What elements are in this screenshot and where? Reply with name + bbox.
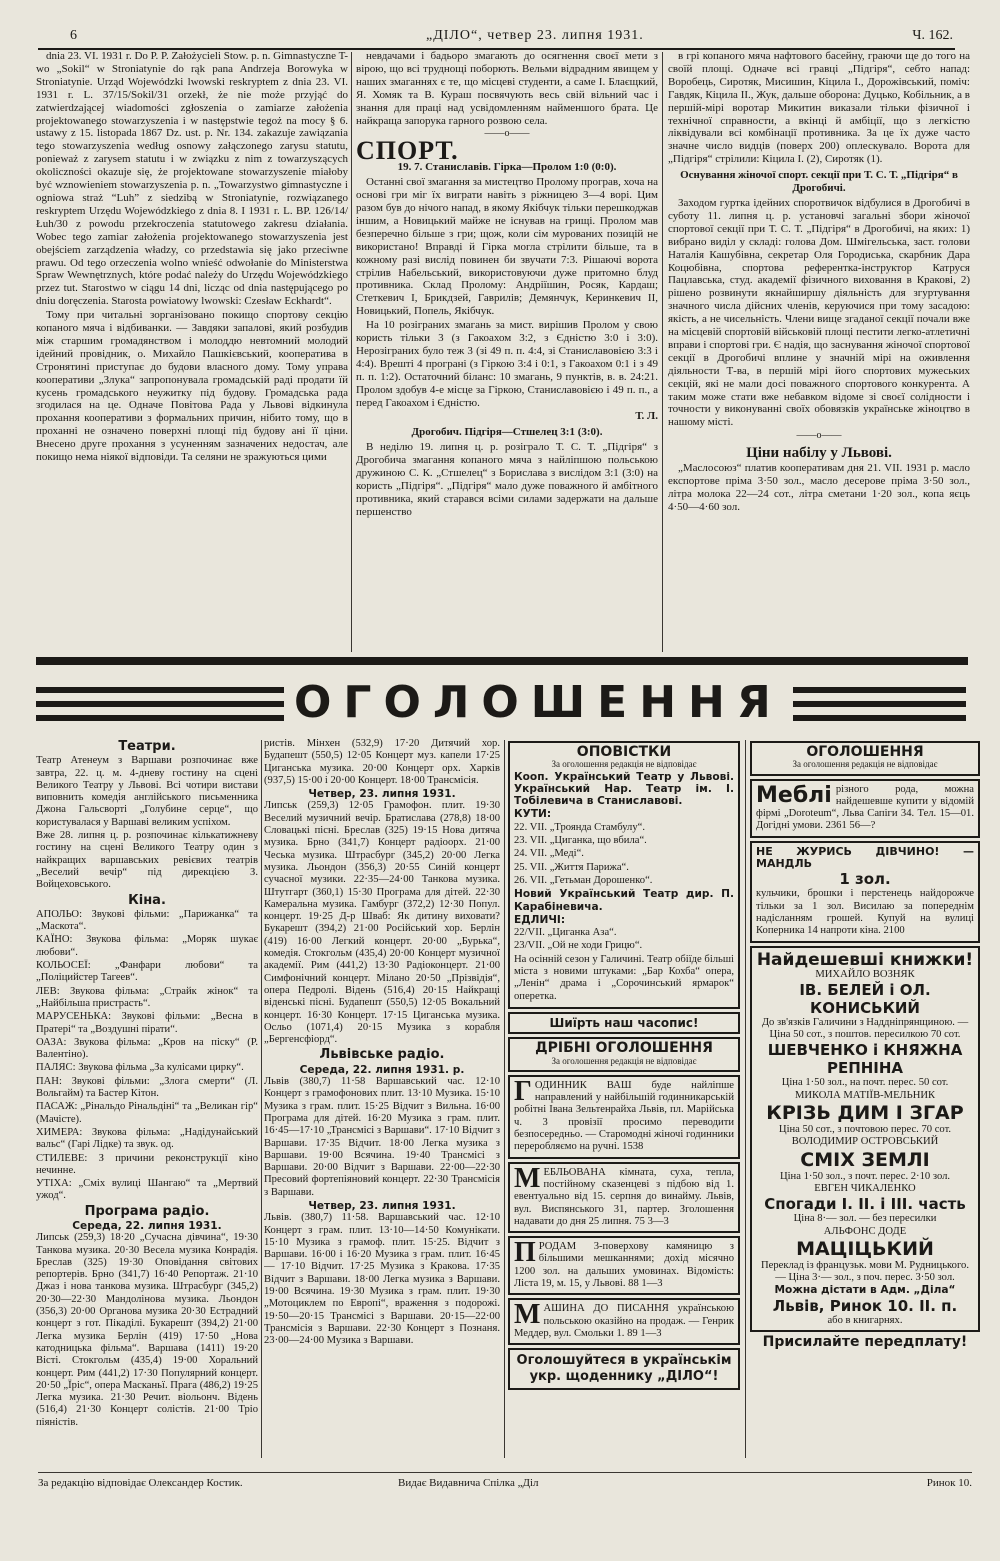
- drop-initial: М: [514, 1162, 541, 1194]
- article-column-3: [668, 50, 970, 653]
- performance-item: 26. VII. „Гетьман Дорошенко“.: [514, 874, 653, 886]
- book-title: ІВ. БЕЛЕЙ і ОЛ. КОНИСЬКИЙ: [799, 980, 931, 1017]
- drop-initial: П: [514, 1237, 536, 1269]
- jewelry-ad: [750, 841, 980, 943]
- book-title: ШЕВЧЕНКО і КНЯЖНА РЕПНІНА: [767, 1041, 963, 1078]
- radio-listing: Львів. (380,7) 11·58. Варшавський час. 12·10 Концерт з грам. плит. 13·10—14·50 Комунікати. 15·10 Музика з грамоф. плит. 15·25. Відчит з Варшави. 16·00 і 16·20 Музика з грам. плит. 16·45 — 17·10 Відчит. 17·25 Музика з Кракова. 17·35 Відчит з Варшави. 18·00 Легка музика з Варшави. 19·00 Всячина. 19·30 Музика з грам. плит. 19·30 „Мотоциклем по Европі“, враження з подорожі. 19·50—20·15 Трансмісі з Варшави. 20·15—22·00 Трансмісія з Варшави. 22·30 Концерт з Познаня. 23·00—24·00 Музика з Варшави.: [264, 1212, 500, 1347]
- radio-date: Четвер, 23. липня 1931.: [308, 788, 456, 801]
- issue-number: Ч. 162.: [912, 28, 953, 43]
- column-divider: [745, 740, 746, 1458]
- performance-item: 23/VII. „Ой не ходи Грицю“.: [514, 940, 643, 952]
- ads-disclaimer: За оголошення редакція не відповідає: [792, 759, 938, 770]
- radio-listing: Львів (380,7) 11·58 Варшавський час. 12·10 Концерт з грамофонових плит. 13·10 Музика. 15·10 Музика з грам. плит. 15·25 Відчит з Вильна. 16·00 Програма для дітей. 16·20 Музика з грам. плит. 16·45—17·10 „Трансмісі з Варшави“. 17·10 Відчит з Варшави. 17·35 Відчит. 18·00 Легка музика з Варшави. 19·00 Всячина. 19·40 Трансмісі з Варшави. 20·00 Відчит з Варшави. 22·00—22·30 Пресовий фортепіяновий концерт. 22·30 Трансмісія з Варшави.: [264, 1076, 500, 1198]
- tour-city: ЕДЛИЧІ:: [514, 913, 566, 926]
- theatre-company: Кооп. Український Театр у Львові. Український Нар. Театр ім. І. Тобілевича в Станиславові.: [514, 770, 734, 808]
- radio-date: Середа, 22. липня 1931.: [72, 1219, 222, 1232]
- notices-disclaimer: За оголошення редакція не відповідає: [551, 759, 697, 770]
- dairy-prices-text: „Маслосоюз“ платив кооперативам дня 21. VII. 1931 р. масло експортове пріма 3·50 зол., масло десерове пріма 3·50 зол., літра молока 22—24 сот., літра сметани 1·20 зол., копа яєць 4·50—4·60 зол.: [668, 462, 970, 513]
- women-section-text: Заходом гуртка ідейних споротвичок відбулися в Дрогобичі в суботу 11. липня ц. р. установчі загальні збори жіночої спортової секції при Т. С. Т. „Підгіря“ в Дрогобичі, на яких: 1) вибрано виділ у складі: голова Дом. Шмігельська, заст. голови Наталія Кашубівна, секретар Оля Городиська, скарбник Дара Коцюбівна, спортова референтка-інструктор Катруся Пацлавська, студ. академії фізичного виховання в Кракові, 2) рішено розвинути якнайширшу діяльність для згуртування значного числа дійсних членів, керуючися при тому засадою: якість, а не чисельність. Члени вище згаданої секції почали вже на місцевій спортовій військовій площі пестити легко-атлетичні вправи і спортові гри. Є надія, що заснування жіночої спортової секції в Дрогобичі вплине у значній мірі на оживлення діяльности Т-ва, в першій мірі його спортових мужеських секцій, які не мали досі поважного спортового конкурента. А таким може стати вже небавком відоме зі своєї солідности і точности у виконуванні своїх обовязків українське жіноцтво в нашому місті.: [668, 196, 970, 429]
- classified-ad: [508, 1236, 740, 1295]
- separator: ——o——: [796, 430, 842, 442]
- radio-date: Четвер, 23. липня 1931.: [308, 1199, 456, 1212]
- ads-title: ОГОЛОШЕННЯ: [806, 744, 924, 760]
- cinema-listing: МАРУСЕНЬКА: Звукові фільми: „Весна в Пратері“ та „Воздушні пірати“.: [36, 1011, 258, 1035]
- column-divider: [662, 52, 663, 652]
- column-divider: [504, 740, 505, 1458]
- book-author: ВОЛОДИМИР ОСТРОВСЬКИЙ: [791, 1136, 939, 1148]
- sport-section-title: СПОРТ.: [356, 136, 459, 166]
- jewelry-ad-title: НЕ ЖУРИСЬ ДІВЧИНО! — МАНДЛЬ: [756, 844, 974, 871]
- cinema-listing: ХИМЕРА: Звукова фільма: „Надідунайський вальс“ (Гарі Лідке) та звук. од.: [36, 1126, 258, 1151]
- performance-item: 22. VII. „Троянда Стамбулу“.: [514, 821, 645, 833]
- theatre-notice: Вже 28. липня ц. р. розпочинає кількатижневу гостину на сцені Великого Театру один з найкращих варшавських ревієвих театрів „Веселий вечір“ під дирекцією З. Войцеховського.: [36, 830, 258, 891]
- page-header: [38, 26, 955, 50]
- cinema-listing: КАЇНО: Звукова фільма: „Моряк шукає любови“.: [36, 934, 258, 958]
- classified-ad: [508, 1162, 740, 1233]
- cinema-listing: УТІХА: „Сміх вулиці Шангаю“ та „Мертвий ужод“.: [36, 1178, 258, 1202]
- notices-box: [508, 741, 740, 1009]
- classified-ad: [508, 1075, 740, 1159]
- drop-initial: Г: [514, 1075, 532, 1107]
- theatre-notice: Театр Атенеум з Варшави розпочинає вже завтра, 22. ц. м. 4-дневу гостину на сцені Великого Театру у Львові. Всі чотири вистави виповнить комедія англійського письменника Джона Гальсворті „Голубине серце“, що користувалася у Варшаві великим успіхом.: [36, 755, 258, 828]
- village-report-end: невдачами і бадьоро змагають до осягнення своєї мети з вірою, що всі труднощі поборють. Вельми відрадним явищем у наших змаганнях є те, що місцеві студенти, а саме І. Блаєщкий, Я. Хомяк та В. Кураш посвячують весь свій вільний час і знання для праці над усвідомленням найменшого брата. Це найкраща запорука гарного розвою села.: [356, 50, 658, 127]
- column-divider: [351, 52, 352, 652]
- classifieds-box: [508, 1037, 740, 1072]
- cinemas-title: Кіна.: [128, 892, 166, 908]
- match-report: В неділю 19. липня ц. р. розіграло Т. С. Т. „Підгіря“ з Дрогобича змагання копаного мяча з найліпшою польською дружиною С. К. „Стшелец“ з Борислава з вислідом 3:1 (3:0) на користь „Підгіря“. „Підгіря“ мало дуже поважного й амбітного противника, який старався всіми силами задержати на дальше першенство: [356, 441, 658, 518]
- book-author: МИКОЛА МАТІЇВ-МЕЛЬНИК: [794, 1089, 936, 1101]
- radio-listing: ристів. Мінхен (532,9) 17·20 Дитячий хор. Будапешт (550,5) 12·05 Концерт муз. капели 17·25 Циганська музика. 20·00 Концерт орх. Харків (937,5) 15·00 і 20·00 Концерт. 18·00 Трансмісія.: [264, 738, 500, 786]
- match-report-summary: На 10 розіграних змагань за мист. вирішив Пролом у свою користь тільки 3 (з Гакоахом 3:2, з Єдністю 3:0 і 3:0). Нерозіграних було теж 3 (зі 49 п. п. 4:4, зі Станиславовією 3:3 і 4:4). Врешті 4 програні (з Гіркою 3:4 і 0:1, з Гакоахом 0:1 і з 49 п. п. 1:2). Остаточний біланс: 10 змагань, 9 пунктів, в. в. 24:21. Пролом здобув 4-е місце за Гіркою, Станиславовією і 49 п. п., а перед Гакоахом і Єдністю.: [356, 319, 658, 409]
- spread-paper-slogan: Шиїрть наш часопис!: [508, 1012, 740, 1034]
- cinema-listing: ПАН: Звукові фільми: „Злога смерти“ (Л. Вольгайм) та Бастер Кітон.: [36, 1075, 258, 1100]
- cinema-listing: ОАЗА: Звукова фільма: „Кров на піску“ (Р. Валентіно).: [36, 1036, 258, 1061]
- match-title: Дрогобич. Підгіря—Стшелец 3:1 (3:0).: [411, 426, 603, 439]
- book-author: ЕВГЕН ЧИКАЛЕНКО: [814, 1182, 916, 1194]
- article-column-2: [356, 50, 658, 653]
- advertise-slogan: Оголошуйтеся в українськім укр. щоденнику „ДІЛО“!: [508, 1348, 740, 1390]
- performance-item: 24. VII. „Меді“.: [514, 848, 584, 860]
- village-report-text: Тому при читальні зорганізовано покищо спортову секцію копаного мяча і відбиванки. — Завдяки запалові, який розбудив між старшим громадянством і молоддю невтомний молодий ідейний провідник, о. Михайло Пашкієвський, кооператива в Стронятині приступає до будови власного дому. Тому управа кооперативи „Злука“ запропонувала громадській раді продати їй кусень громадського неужитку під будову. Громадська рада згодилася на це. Одначе Повітова Рада у Львові відкинула прохання кооперативи з формальних причин, нібито тому, що в проханні не означено поверхні площі під будову ані її ціни. Внесено друге прохання з усуненням зазначених недостач, але покищо нема ніякої відповіди. Та селяни не зражуються цими: [36, 309, 348, 464]
- tour-city: КУТИ:: [514, 808, 552, 821]
- classified-ad-text: ЕБЛЬОВАНА кімната, суха, тепла, постійному сказенцеві з підбою від 1. евентуально від 15. серпня до винайму. Львів, вул. Виспянського 31, партер. Зголошення надавати до дня 25 липня. 75 3—3: [514, 1166, 734, 1227]
- classifieds-title: ДРІБНІ ОГОЛОШЕННЯ: [535, 1040, 713, 1057]
- ads-banner: [36, 677, 968, 729]
- section-rule: [36, 657, 968, 665]
- admin-address: Львів, Ринок 10. ІІ. п.: [772, 1296, 958, 1315]
- ads-column-1: [36, 738, 258, 1458]
- article-column-1: [36, 50, 348, 653]
- book-author: АЛЬФОНС ДОДЕ: [823, 1225, 907, 1237]
- book-title: Спогади І. ІІ. і ІІІ. часть: [764, 1195, 966, 1214]
- furniture-headline: Меблі: [756, 782, 832, 808]
- match-report-end: в грі копаного мяча нафтового басейну, граючи ще до того на своїй площі. Одначе всі гравці „Підгіря“, себто напад: Воробець, Сиротяк, Мисишин, Кіцила І., Дорожівський, поміч: Гавдяк, Кіцила ІІ., Жук, дальше оборона: Дуцько, Кобільник, а в першій-мірі воротар Микитин виказали тільки фізичної і технічної справности, а вкінці й амбіції, що з легкістю ліквідували всі комбінації противника. За це їх дуже часто значне число видців (поверх 200) оплескувало. Ворота для „Підгіря“ стрілили: Кіцила І. (2), Сиротяк (1).: [668, 50, 970, 166]
- address-credit: Ринок 10.: [926, 1477, 972, 1489]
- radio-program-title: Програма радіо.: [84, 1203, 210, 1219]
- polish-decree-text: dnia 23. VI. 1931 r. Do P. P. Założycieli Stow. p. n. Gimnastyczne T-wo „Sokil“ w Stroniatynie do rąk pana Andrzeja Borowyka w Stroniatynie. Urząd Wojewódzki lwowski reskryptem z dnia 23. VI. 1931 r. L. 37/15/Sokil/31 orzekł, że nie może przyjąć do zatwierdzającej wiadomości zgłoszenia o zamiarze założenia projektowanego stowarzyszenia i w następstwie tegoż na mocy § 6. ustawy z 15. listopada 1867 Dz. ust. p. Nr. 134. zakazuje zawiązania tego stowarzyszenia według osnowy załączonego zarysu statutu, ponieważ z zarysem statutu i w związku z nim z towarzyszących okoliczności okazuje się, że projektowane stowarzyszenie miałoby być wznowieniem stowarzyszenia p. n. „Towarzystwo gimnastyczne i ogniowa straż “Luh” z siedzibą w Stroniatynie, rozwiązanego reskryptem Urzędu Wojewódzkiego z dnia 8. I 1931 r. L. BP. 126/14/Łuh/30 z powodu przekroczenia statutowego zakresu działania. Wobec tego zamiar założenia projektowanego stowarzyszenia jest obejściem zarządzenia władzy, co przedstawia się jako przeciwne prawu. Od tego orzeczenia wolno wnieść odwołanie do Ministerstwa Spraw Wewnętrznych, które podać należy do Urzędu Wojewódzkiego przez tut. Starostwo w ciągu 14 dni, licząc od dnia następującego po dniu doręczenia. Starosta powiatowy lwowski: Czesław Eckhardt“.: [36, 50, 348, 308]
- ads-column-3: [508, 738, 740, 1458]
- jewelry-ad-text: кульчики, брошки і перстенець найдорожче тільки за 1 зол. Висилаю за попереднім надісланням грошей. Купуй на вулиці Коперника 14 напроти кіна. 2100: [756, 888, 974, 937]
- column-divider: [261, 740, 262, 1458]
- classified-ad-text: РОДАМ 3-поверхову камяницю з більшими мешканнями; дохід місячно 1200 зол. на дальших умовинах. Відомість: Ліста 19, м. 15, у Львові. 88 1—3: [514, 1241, 734, 1289]
- cinema-listing: КОЛЬОСЕЇ: „Фанфари любови“ та „Поліцийстер Тагеев“.: [36, 960, 258, 984]
- theatre-season-note: На осінній сезон у Галичині. Театр обіїде більші міста з новими штуками: „Бар Кохба“ опера, „Ленін“ драма і „Сорочинський ярмарок“ оперетка.: [514, 953, 734, 1002]
- cinema-listing: ПАЛЯС: Звукова фільма „За кулісами цирку“.: [36, 1062, 244, 1074]
- book-availability: Можна дістати в Адм. „Діла“: [774, 1284, 956, 1297]
- dairy-prices-title: Ціни набілу у Львові.: [746, 445, 892, 462]
- editor-credit: За редакцію відповідає Олександер Костик.: [38, 1477, 243, 1489]
- furniture-ad-text: різного рода, можна найдешевше купити у відомій фірмі „Doroteum“, Льва Сапіги 34. Тел. 15—01. Догідні умови. 2361 56—?: [756, 783, 974, 832]
- separator: ——o——: [484, 128, 530, 140]
- book-title: КРІЗЬ ДИМ І ЗГАР: [766, 1102, 964, 1125]
- theatres-title: Театри.: [118, 739, 176, 754]
- classified-ad-text: ОДИННИК ВАШ буде найліпше направлений у найбільшій годинникарській робітні Івана Зельтенрайха Львів, пл. Марійська ч. 3 провізії просимо переводити безпосередньо. — Старомодні жіночі годинники переробляємо на ручні. 1538: [514, 1079, 734, 1153]
- radio-listing: Липськ (259,3) 12·05 Грамофон. плит. 19·30 Веселий музичний вечір. Братислава (278,8) 18·00 Словацькі пісні. Бреслав (325) 19·15 Нова дитяча музика. Брно (341,7) Концерт радіоорх. 21·00 Чеська музика. Штрасбург (345,2) 20·00 Легка музика. Льондон (356,3) 20·55 Синій концерт сучасної музики. 22·35—24·00 Танкова музика. Штутгарт (360,1) 15·30 Програма для дітей. 22·30 Камеральна музика. Гамбург (372,2) 12·30 Попул. концерт. 19·25 Д-р Шваб: Як дитину виховати? Букарешт (394,2) 21·00 Російський хор. Берлін (419) 16·00 Легкий концерт. 20·00 „Бурька“, комедія. Стокгольм (435,4) 20·00 Концерт музичної академії. Рим (441,2) 13·30 Радіоконцерт. 21·00 Симфонічний концерт. Мілано 20·50 „Прізвідія“, опера Педролі. Відень (516,4) 20·15 Найкращі віденські пісні. Будапешт (550,5) 12·05 Вокальний концерт. 16·30 Концерт. 17·15 Циганська музика. Осльо (1071,4) 20·15 Музика з корабля „Бергенсфіорд“.: [264, 800, 500, 1046]
- book-price: Ціна 1·50 зол., з почт. перес. 2·10 зол.: [779, 1170, 951, 1182]
- book-title: МАЦІЦЬКИЙ: [796, 1237, 934, 1260]
- theatre-company: Новий Український Театр дир. П. Карабіневича.: [514, 888, 734, 913]
- page-footer: [38, 1472, 972, 1495]
- cinema-listing: АПОЛЬО: Звукові фільми: „Парижанка“ та „Маскота“.: [36, 908, 258, 933]
- lviv-radio-title: Львівське радіо.: [319, 1047, 445, 1063]
- book-price: До зв'язків Галичини з Наддніпрянщиною. — Ціна 50 сот., з поштов. пересилкою 70 сот.: [761, 1016, 969, 1041]
- book-price: Ціна 1·50 зол., на почт. перес. 50 сот.: [781, 1077, 949, 1089]
- classified-ad-text: АШИНА ДО ПИСАННЯ українською польською оказійно на продаж. — Генрик Меддер, вул. Смольки 1. 89 1—3: [514, 1303, 734, 1339]
- notices-title: ОПОВІСТКИ: [576, 744, 672, 760]
- book-price: Переклад із французьк. мови М. Рудницького. — Ціна 3·— зол., з поч. перес. 3·50 зол.: [761, 1259, 969, 1284]
- jewelry-ad-price: 1 зол.: [839, 870, 891, 889]
- publisher-credit: Видає Видавнича Спілка „Діл: [398, 1477, 539, 1489]
- classifieds-disclaimer: За оголошення редакція не відповідає: [551, 1055, 697, 1066]
- match-title: 19. 7. Станиславів. Гірка—Пролом 1:0 (0:0).: [397, 161, 617, 174]
- furniture-ad: [750, 779, 980, 838]
- books-ad-title: Найдешевші книжки!: [756, 949, 974, 970]
- ads-banner-title: ОГОЛОШЕННЯ: [284, 677, 793, 729]
- radio-date: Середа, 22. липня 1931. р.: [299, 1063, 465, 1076]
- drop-initial: М: [514, 1299, 541, 1331]
- radio-listing: Липськ (259,3) 18·20 „Сучасна дівчина“, 19·30 Танкова музика. 20·30 Весела музика Конрадія. Бреслав (325) 19·30 Оповідання світових репортерів. Брно (341,7) 16·40 Репортаж. 21·10 Джаз і нова танкова музика. Штрасбург (345,2) 20·30—22·30 Мандолінова музика. Льондон (356,3) 20·00 Органова музика 20·30 Естрадний концерт з гот. Пікаділі. Букарешт (394,2) 21·00 Легка музика Берлін (419) 17·50 „Нова катодницька фільма“. Варшава (1411) 19·20 Вісті. Стокгольм (435,4) 19·00 Хоральний концерт. Рим (441,2) 17·30 Популярний концерт. 20·50 „Їріс“, опера Масканьї. Прага (486,2) 19·25 Легка музика. 21·30 Речит. віольонч. Відень (516,4) 21·30 Концерт солістів. 21·00 Тріо піяністів.: [36, 1232, 258, 1428]
- book-title: СМІХ ЗЕМЛІ: [800, 1148, 930, 1171]
- ads-column-2: [264, 738, 500, 1458]
- masthead-line: „ДІЛО“, четвер 23. липня 1931.: [426, 28, 644, 43]
- women-section-title: Оснування жіночої спорт. секції при Т. С. Т. „Підгіря“ в Дрогобичі.: [680, 169, 958, 195]
- cinema-listing: ПАСАЖ: „Рінальдо Рінальдіні“ та „Великан гір“ (Мачісте).: [36, 1101, 258, 1125]
- book-author: МИХАЙЛО ВОЗНЯК: [815, 968, 915, 980]
- subscription-appeal: Присилайте передплату!: [762, 1334, 968, 1351]
- ads-box: [750, 741, 980, 776]
- performance-item: 25. VII. „Життя Парижа“.: [514, 861, 629, 873]
- books-ad: [750, 946, 980, 1332]
- classified-ad: [508, 1298, 740, 1345]
- performance-item: 23. VII. „Циганка, що вбила“.: [514, 835, 647, 847]
- book-price: Ціна 50 сот., з почтовою перес. 70 сот.: [778, 1124, 952, 1136]
- cinema-listing: СТИЛЕВЕ: З причини реконструкції кіно нечинне.: [36, 1152, 258, 1176]
- page-number: 6: [70, 28, 77, 43]
- match-report: Останні свої змагання за мистецтво Пролому програв, хоча на основі гри міг їх виграти навіть з ріжницею 3—4 ворі. Цим разом був до нічого напад, в якому Якібчук тільки перешкоджав іншим, а Новицький майже не існував на грищі. Пролом мав безперечно більше з гри; щож, коли сім мурованих позицій не використано! Вправді й Гірка могла стрілити більше, та в кожному разі вислід повинен би звучати 7:3. Рішаючі ворота стрілив Набельський, використовуючи дуже притомно блуд противника. Склад Пролому: Андріїшин, Росяк, Кардаш; Стеткевич І, Брикдзей, Гаврилів; Демянчук, Керинкевич ІІ, Новицький, Попель, Якібчук.: [356, 176, 658, 318]
- bookstores-note: або в книгарнях.: [827, 1314, 903, 1326]
- cinema-listing: ЛЕВ: Звукова фільма: „Страйк жінок“ та „Найбільша пристрасть“.: [36, 985, 258, 1009]
- author-signature: Т. Л.: [635, 410, 658, 423]
- performance-item: 22/VII. „Циганка Аза“.: [514, 927, 617, 939]
- ads-column-4: [750, 738, 980, 1460]
- book-price: Ціна 8·— зол. — без пересилки: [793, 1213, 937, 1225]
